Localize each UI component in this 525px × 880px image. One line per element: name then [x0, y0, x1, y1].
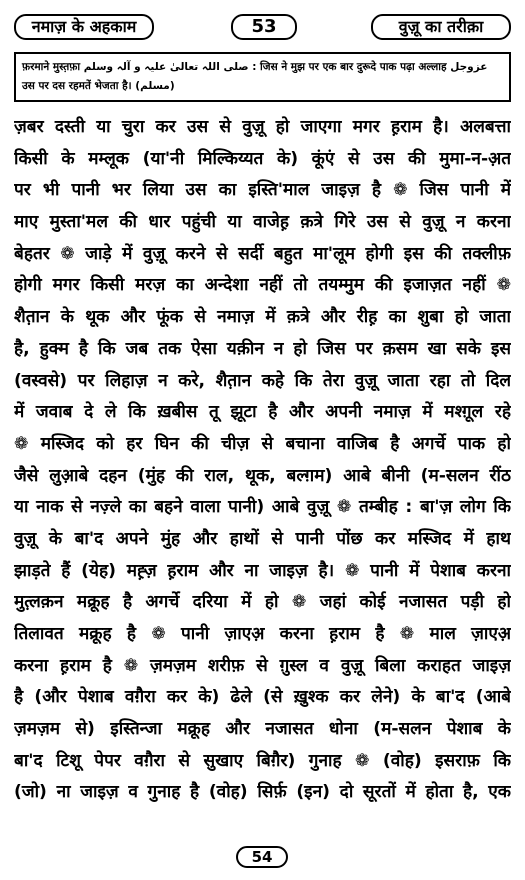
text-line: होगी मगर किसी मरज़ का अन्देशा नहीं तो तयम्मुम की इजाज़त नहीं ❁ — [14, 275, 511, 296]
text-line: ज़मज़म से) इस्तिन्जा मक्रूह और नजासत धोना (म-सलन पेशाब के — [14, 719, 511, 740]
text-line: बेहतर ❁ जाड़े में वुज़ू करने से सर्दी बहुत मा'लूम होगी इस की तक्लीफ़ — [14, 243, 511, 264]
book-page — [8, 8, 517, 872]
text-line: पर भी पानी भर लिया उस का इस्ति'माल जाइज़ है ❁ जिस पानी में — [14, 180, 511, 201]
page-number-bottom: 54 — [236, 846, 288, 868]
text-line: बा'द टिशू पेपर वग़ैरा से सुखाए बिग़ैर) गुनाह ❁ (वोह) इसराफ़ कि — [14, 750, 511, 771]
text-line: माए मुस्ता'मल की धार पहुंची या वाजेह़ क़त्रे गिरे उस से वुज़ू न करना — [14, 212, 511, 233]
body-text — [14, 112, 511, 809]
text-line: तिलावत मक्रूह है ❁ पानी ज़ाएअ़ करना ह़राम है ❁ माल ज़ाएअ़ — [14, 624, 511, 644]
text-line: में जवाब दे ले कि ख़बीस तू झूटा है और अपनी नमाज़ में मश्ग़ूल रहे — [14, 402, 511, 423]
page-number-top: 53 — [231, 14, 297, 40]
page-header — [8, 8, 517, 46]
text-line: किसी के मम्लूक (या'नी मिल्किय्यत के) कूंएं से उस की मुमा-न-अ़त — [14, 148, 511, 169]
text-line: (जो) ना जाइज़ व गुनाह है (वोह) सिर्फ़ (इन) दो सूरतों में होता है, एक — [14, 782, 511, 803]
page-footer — [8, 846, 517, 872]
section-title: वुज़ू का तरीक़ा — [371, 14, 511, 40]
text-line: है, हुक्म है कि जब तक ऐसा यक़ीन न हो जिस पर क़सम खा सके इस — [14, 338, 511, 359]
text-line: वुज़ू के बा'द अपने मुंह और हाथों से पानी पोंछ कर मस्जिद में हाथ — [14, 528, 511, 549]
text-line: जैसे लुआ़बे दहन (मुंह की राल, थूक, बल्ग़म) आबे बीनी (म-सलन रींठ — [14, 465, 511, 486]
text-line: करना ह़राम है ❁ ज़मज़म शरीफ़ से ग़ुस्ल व वुज़ू बिला कराहत जाइज़ — [14, 655, 511, 676]
text-line: (वस्वसे) पर लिहाज़ न करे, शैत़ान कहे कि तेरा वुज़ू जाता रहा तो दिल — [14, 370, 511, 391]
text-line: ज़बर दस्ती या चुरा कर उस से वुज़ू हो जाएगा मगर ह़राम है। अलबत्ता — [14, 117, 511, 137]
text-line: झाड़ते हैं (येह) मह़्ज़ ह़राम और ना जाइज़ है। ❁ पानी में पेशाब करना — [14, 560, 511, 581]
text-line: है (और पेशाब वग़ैरा कर के) ढेले (से ख़ुश्क कर लेने) के बा'द (आबे — [14, 687, 511, 708]
text-line: शैत़ान के थूक और फूंक से नमाज़ में क़त्रे और रीह़ का शुबा हो जाता — [14, 307, 511, 328]
chapter-title: नमाज़ के अहकाम — [14, 14, 154, 40]
banner-salutation: صلی اللہ تعالیٰ علیہ و آلہ وسلم — [83, 61, 249, 73]
text-line: मुत़्लक़न मक्रूह है अगर्चे दरिया में हो ❁ जहां कोई नजासत पड़ी हो — [14, 592, 511, 613]
banner-text: : जिस ने मुझ पर एक बार दुरूदे पाक पढ़ा अल्लाह عزوجل उस पर दस रहमतें भेजता है। (مسلم) — [22, 61, 488, 92]
banner-lead: फ़रमाने मुस्त़फ़ा — [22, 61, 81, 73]
text-line: या नाक से नज़्ले का बहने वाला पानी) आबे वुज़ू ❁ तम्बीह : बा'ज़ लोग कि — [14, 497, 511, 518]
text-line: ❁ मस्जिद को हर घिन की चीज़ से बचाना वाजिब है अगर्चे पाक हो — [14, 433, 511, 454]
hadith-banner — [14, 52, 511, 102]
